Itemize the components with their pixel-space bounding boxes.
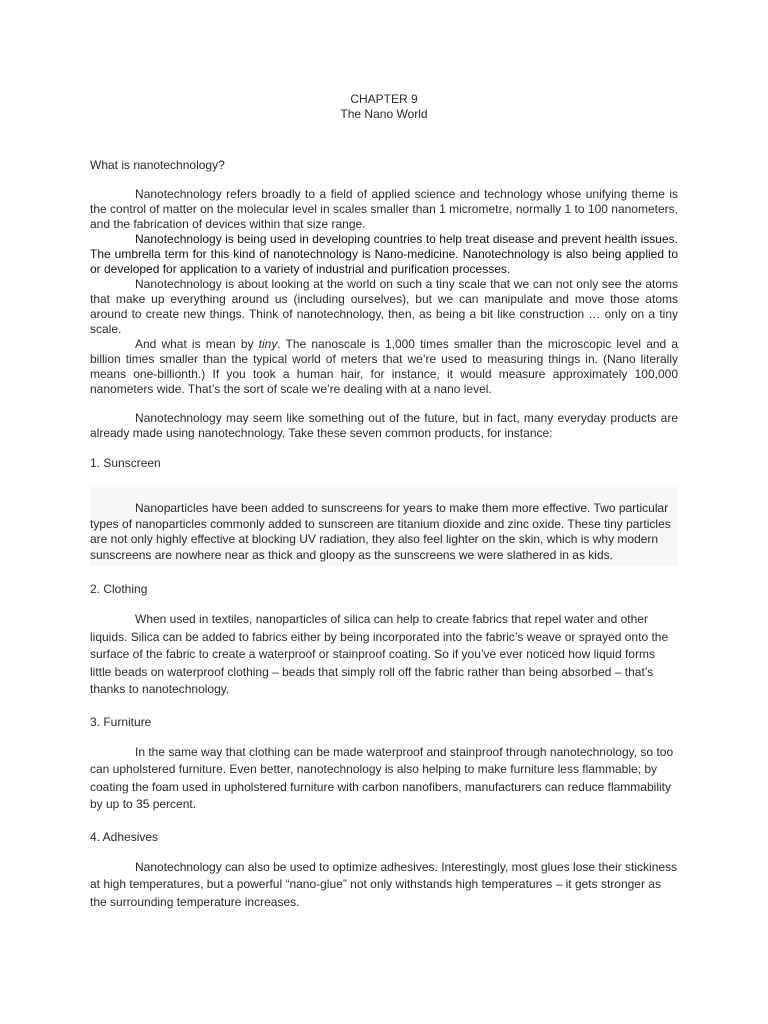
intro-paragraph-1: Nanotechnology refers broadly to a field of applied science and technology whose unifying theme is the control of matter on the molecular level in scales smaller than 1 micrometre, normally 1 to 100 nanometers, and the fabrication of devices within that size range. [90,187,678,231]
intro-paragraph-3: Nanotechnology is about looking at the world on such a tiny scale that we can not only see the atoms that make up everything around us (including ourselves), but we can manipulate and move those atoms around to create new things. Think of nanotechnology, then, as being a bit like construction … only on a tiny scale. [90,277,678,336]
section-heading-sunscreen: 1. Sunscreen [90,456,161,470]
section-body-adhesives: Nanotechnology can also be used to optimize adhesives. Interestingly, most glues lose their stickiness at high temperatures, but a powerful “nano-glue” not only withstands high temperatures – it gets stronger as the surrounding temperature increases. [90,859,678,909]
intro-paragraph-2: Nanotechnology is being used in developing countries to help treat disease and prevent health issues. The umbrella term for this kind of nanotechnology is Nano-medicine. Nanotechnology is also being applied to or developed for application to a variety of industrial and purification processes. [90,232,678,276]
intro-paragraph-4-start: And what is mean by [135,337,259,351]
intro-question: What is nanotechnology? [90,158,225,172]
chapter-number: CHAPTER 9 [350,92,418,106]
intro-paragraph-4-end: . The nanoscale is 1,000 times smaller than the microscopic level and a billion times smaller than the typical world of meters that we’re used to measuring things in. (Nano literally means one-billionth.) If you took a human hair, for instance, it would measure approximately 100,000 nanometers wide. That’s the sort of scale we’re dealing with at a nano level. [90,337,678,396]
section-sunscreen-block [90,486,678,566]
section-heading-adhesives: 4. Adhesives [90,829,159,844]
intro-paragraph-4-emphasis: tiny [258,337,278,351]
intro-paragraph-5: Nanotechnology may seem like something out of the future, but in fact, many everyday products are already made using nanotechnology. Take these seven common products, for instance: [90,411,678,440]
section-heading-clothing: 2. Clothing [90,582,148,596]
intro-paragraph-4 [90,337,678,397]
section-body-clothing: When used in textiles, nanoparticles of silica can help to create fabrics that repel water and other liquids. Silica can be added to fabrics either by being incorporated into the fabric’s weave or sprayed onto the surface of the fabric to create a waterproof or stainproof coating. So if you’ve ever noticed how liquid forms little beads on waterproof clothing – beads that simply roll off the fabric rather than being absorbed – that’s thanks to nanotechnology. [90,612,669,696]
document-page [90,92,678,911]
section-body-furniture: In the same way that clothing can be made waterproof and stainproof through nanotechnology, so too can upholstered furniture. Even better, nanotechnology is also helping to make furniture less flammable; by coating the foam used in upholstered furniture with carbon nanofibers, manufacturers can reduce flammability by up to 35 percent. [90,744,674,811]
section-body-sunscreen: Nanoparticles have been added to sunscreens for years to make them more effective. Two particular types of nanoparticles commonly added to sunscreen are titanium dioxide and zinc oxide. These tiny particles are not only highly effective at blocking UV radiation, they also feel lighter on the skin, which is why modern sunscreens are nowhere near as thick and gloopy as the sunscreens we were slathered in as kids. [90,501,671,562]
chapter-title: The Nano World [340,107,428,121]
section-heading-furniture: 3. Furniture [90,714,152,729]
